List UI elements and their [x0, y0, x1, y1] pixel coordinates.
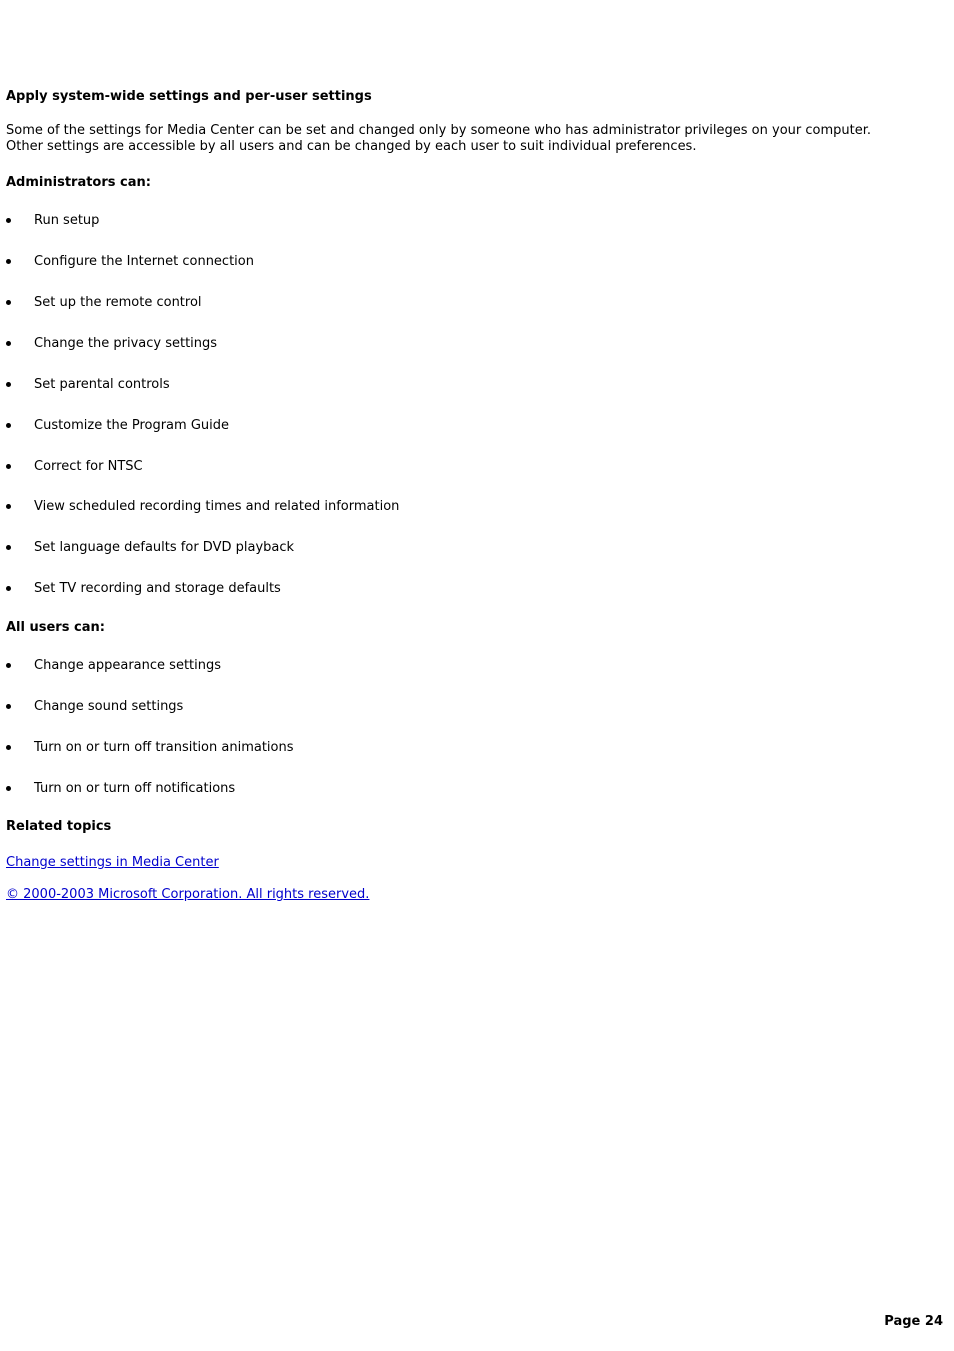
page-number: Page 24	[884, 1314, 943, 1329]
list-item-text: Set parental controls	[34, 377, 170, 392]
list-item-text: Set TV recording and storage defaults	[34, 581, 281, 596]
bullet-icon	[6, 382, 11, 387]
list-item-text: Turn on or turn off notifications	[34, 781, 236, 796]
list-item-text: View scheduled recording times and related information	[34, 499, 400, 514]
intro-line-2: Other settings are accessible by all users and can be changed by each user to suit individual preferences.	[6, 139, 697, 154]
list-item-text: Correct for NTSC	[34, 459, 143, 474]
list-item-text: Change the privacy settings	[34, 336, 218, 351]
bullet-icon	[6, 423, 11, 428]
list-item-text: Run setup	[34, 213, 100, 228]
section-title: Apply system-wide settings and per-user settings	[6, 89, 372, 104]
bullet-icon	[6, 786, 11, 791]
related-topic-link[interactable]: Change settings in Media Center	[6, 855, 219, 870]
bullet-icon	[6, 545, 11, 550]
copyright-link[interactable]: © 2000-2003 Microsoft Corporation. All rights reserved.	[6, 887, 370, 902]
list-item-text: Set language defaults for DVD playback	[34, 540, 295, 555]
list-item-text: Configure the Internet connection	[34, 254, 254, 269]
intro-paragraph	[6, 123, 936, 155]
bullet-icon	[6, 464, 11, 469]
bullet-icon	[6, 586, 11, 591]
related-topics-heading: Related topics	[6, 819, 112, 834]
list-item-text: Set up the remote control	[34, 295, 202, 310]
list-item-text: Change sound settings	[34, 699, 184, 714]
bullet-icon	[6, 745, 11, 750]
bullet-icon	[6, 218, 11, 223]
bullet-icon	[6, 663, 11, 668]
list-item-text: Turn on or turn off transition animations	[34, 740, 294, 755]
bullet-icon	[6, 704, 11, 709]
bullet-icon	[6, 341, 11, 346]
list-item-text: Change appearance settings	[34, 658, 222, 673]
list-item-text: Customize the Program Guide	[34, 418, 229, 433]
intro-line-1: Some of the settings for Media Center can be set and changed only by someone who has administrator privileges on your computer.	[6, 123, 872, 138]
admins-heading: Administrators can:	[6, 175, 151, 190]
bullet-icon	[6, 300, 11, 305]
users-heading: All users can:	[6, 620, 105, 635]
bullet-icon	[6, 504, 11, 509]
bullet-icon	[6, 259, 11, 264]
